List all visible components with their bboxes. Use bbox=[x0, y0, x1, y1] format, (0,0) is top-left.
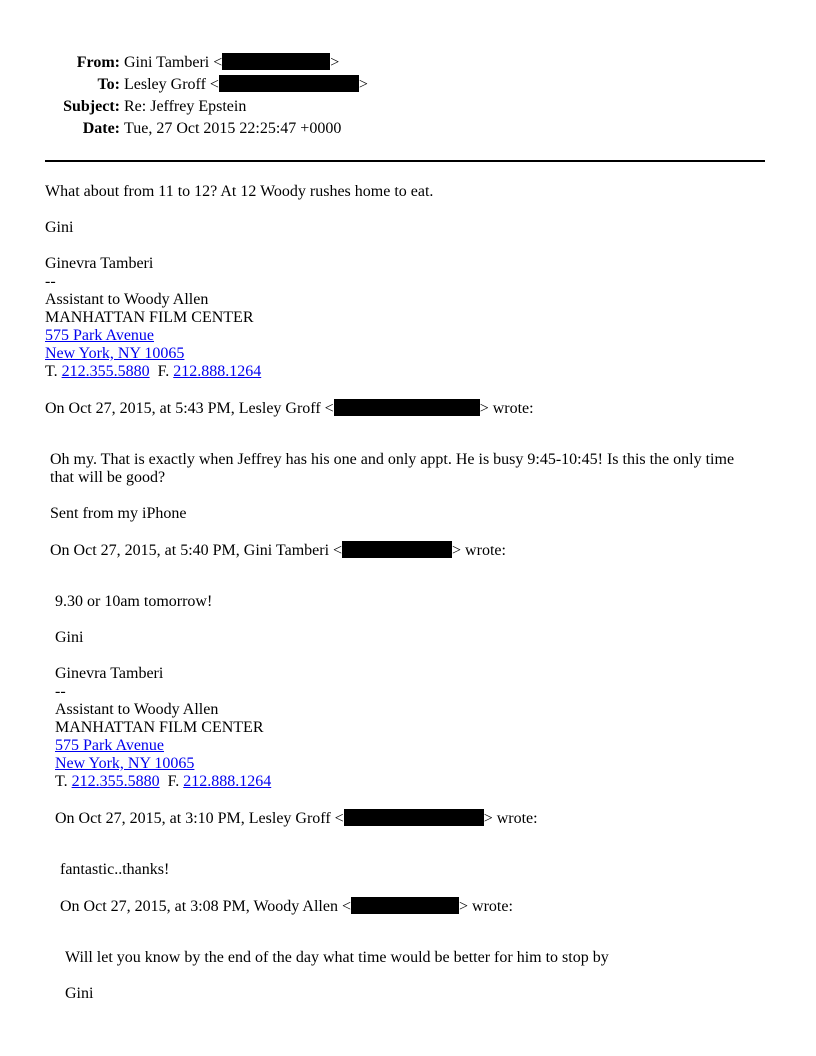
city-link[interactable]: New York, NY 10065 bbox=[55, 755, 195, 772]
to-close: > bbox=[358, 76, 368, 93]
phone-link[interactable]: 212.355.5880 bbox=[71, 773, 160, 790]
subject-label: Subject: bbox=[63, 98, 120, 115]
city-link[interactable]: New York, NY 10065 bbox=[45, 345, 185, 362]
phone-prefix: T. bbox=[45, 363, 62, 380]
to-row bbox=[0, 74, 816, 96]
redaction-box bbox=[334, 399, 480, 416]
signature-name: Ginevra Tamberi bbox=[55, 665, 164, 682]
phone-prefix: T. bbox=[55, 773, 72, 790]
date-label: Date: bbox=[82, 120, 120, 137]
signature-name: Ginevra Tamberi bbox=[45, 255, 154, 272]
signature-company: MANHATTAN FILM CENTER bbox=[55, 719, 264, 736]
address-link[interactable]: 575 Park Avenue bbox=[55, 737, 165, 754]
redaction-box bbox=[222, 53, 330, 70]
sent-from: Sent from my iPhone bbox=[50, 505, 187, 522]
to-label: To: bbox=[97, 76, 120, 93]
redaction-box bbox=[351, 897, 459, 914]
signoff: Gini bbox=[55, 629, 84, 646]
header-divider bbox=[45, 160, 765, 162]
address-link[interactable]: 575 Park Avenue bbox=[45, 327, 155, 344]
from-row bbox=[0, 52, 816, 74]
subject-row bbox=[0, 96, 816, 118]
fax-prefix: F. bbox=[167, 773, 184, 790]
fax-prefix: F. bbox=[157, 363, 174, 380]
signature-title: Assistant to Woody Allen bbox=[45, 291, 209, 308]
email-header bbox=[0, 52, 816, 140]
from-label: From: bbox=[76, 54, 120, 71]
from-close: > bbox=[330, 54, 340, 71]
quote-body: fantastic..thanks! bbox=[60, 861, 170, 878]
quote-attribution: On Oct 27, 2015, at 3:08 PM, Woody Allen < > wrote: bbox=[60, 898, 513, 915]
to-name: Lesley Groff < bbox=[124, 76, 219, 93]
message-body: What about from 11 to 12? At 12 Woody rushes home to eat. bbox=[45, 183, 434, 200]
from-name: Gini Tamberi < bbox=[124, 54, 223, 71]
quote-body: Oh my. That is exactly when Jeffrey has his one and only appt. He is busy 9:45-10:45! Is this the only time that will be good? bbox=[50, 451, 735, 486]
signature-company: MANHATTAN FILM CENTER bbox=[45, 309, 254, 326]
signature-title: Assistant to Woody Allen bbox=[55, 701, 219, 718]
phone-link[interactable]: 212.355.5880 bbox=[61, 363, 150, 380]
signoff: Gini bbox=[45, 219, 74, 236]
quote-body: 9.30 or 10am tomorrow! bbox=[55, 593, 213, 610]
fax-link[interactable]: 212.888.1264 bbox=[173, 363, 262, 380]
quote-body: Will let you know by the end of the day what time would be better for him to stop by bbox=[65, 949, 609, 966]
redaction-box bbox=[219, 75, 359, 92]
redaction-box bbox=[344, 809, 484, 826]
subject-value: Re: Jeffrey Epstein bbox=[124, 98, 247, 115]
signature-phone-line bbox=[45, 363, 261, 381]
quote-attribution: On Oct 27, 2015, at 3:10 PM, Lesley Groff < > wrote: bbox=[55, 810, 538, 827]
signature-separator: -- bbox=[45, 273, 56, 290]
signature-phone-line bbox=[55, 773, 271, 791]
signature-separator: -- bbox=[55, 683, 66, 700]
fax-link[interactable]: 212.888.1264 bbox=[183, 773, 272, 790]
signoff: Gini bbox=[65, 985, 94, 1002]
date-row bbox=[0, 118, 816, 140]
date-value: Tue, 27 Oct 2015 22:25:47 +0000 bbox=[124, 120, 342, 137]
quote-attribution: On Oct 27, 2015, at 5:40 PM, Gini Tamberi < > wrote: bbox=[50, 542, 506, 559]
redaction-box bbox=[342, 541, 452, 558]
quote-attribution: On Oct 27, 2015, at 5:43 PM, Lesley Groff < > wrote: bbox=[45, 400, 534, 417]
